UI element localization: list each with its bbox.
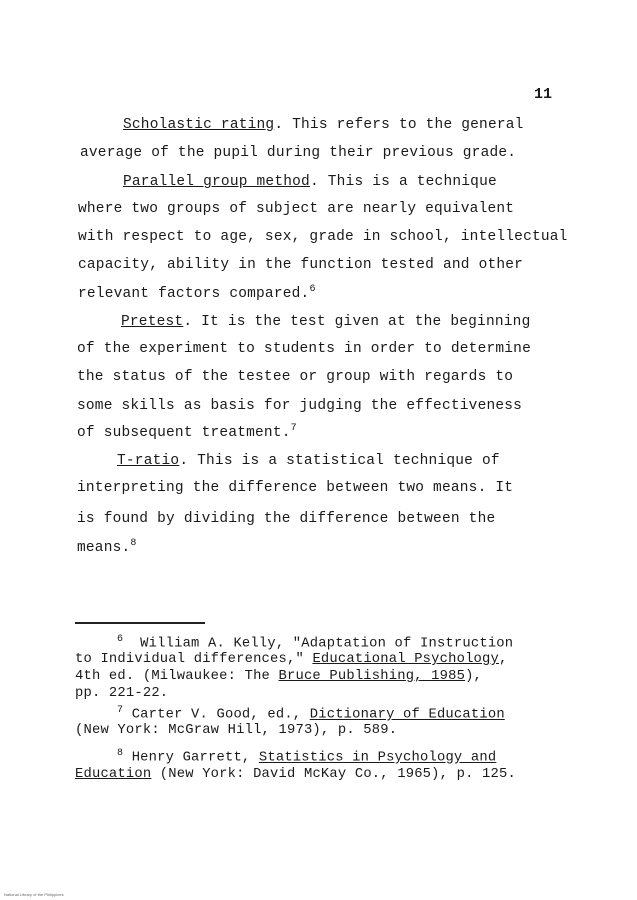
footnote-6-line-1: $^6$ William A. Kelly, "Adaptation of Instruction	[117, 634, 514, 652]
footnote-number-6: 6	[117, 634, 124, 645]
paragraph-parallel-group-line-4: capacity, ability in the function tested and other	[78, 257, 524, 273]
scan-footer: National Library of the Philippines	[4, 892, 64, 897]
footnote-ref-6: 6	[309, 284, 316, 295]
footnote-ref-7: 7	[290, 423, 297, 434]
page-number: 11	[534, 86, 553, 103]
term-scholastic-rating: Scholastic rating	[123, 117, 275, 133]
footnote-6-line-3: 4th ed. (Milwaukee: The Bruce Publishing, 1985),	[75, 669, 483, 684]
term-t-ratio: T-ratio	[117, 453, 180, 469]
paragraph-t-ratio-line-3: is found by dividing the difference between the	[77, 511, 496, 527]
footnote-6-title: Educational Psychology	[312, 652, 499, 667]
paragraph-pretest-line-2: of the experiment to students in order to determine	[77, 341, 531, 357]
footnote-7-title: Dictionary of Education	[309, 707, 505, 723]
footnote-separator	[75, 622, 205, 624]
paragraph-parallel-group-line-3: with respect to age, sex, grade in school, intellectual	[78, 229, 568, 245]
paragraph-parallel-group-line-1: Parallel group method. This is a technique	[123, 174, 497, 190]
paragraph-t-ratio-line-1: T-ratio. This is a statistical technique of	[117, 453, 500, 469]
paragraph-pretest-line-3: the status of the testee or group with regards to	[77, 369, 514, 385]
paragraph-t-ratio-line-4: means.$^8$	[77, 538, 137, 556]
paragraph-pretest-line-4: some skills as basis for judging the effectiveness	[77, 398, 523, 414]
paragraph-t-ratio-line-2: interpreting the difference between two means. It	[77, 480, 514, 496]
footnote-8-line-2: Education (New York: David McKay Co., 1965), p. 125.	[75, 767, 516, 782]
paragraph-parallel-group-line-2: where two groups of subject are nearly equivalent	[78, 201, 515, 217]
footnote-8-title: Statistics in Psychology and	[258, 750, 497, 766]
footnote-number-7: 7	[117, 705, 124, 716]
footnote-number-8: 8	[117, 748, 124, 759]
paragraph-pretest-line-1: Pretest. It is the test given at the beginning	[121, 314, 531, 330]
paragraph-scholastic-rating-line-1: Scholastic rating. This refers to the general	[123, 117, 524, 133]
footnote-8-line-1: $^8$ Henry Garrett, Statistics in Psychology and	[117, 748, 497, 766]
footnote-7-line-2: (New York: McGraw Hill, 1973), p. 589.	[75, 723, 398, 738]
footnote-6-line-4: pp. 221-22.	[75, 686, 169, 701]
term-parallel-group-method: Parallel group method	[123, 174, 310, 190]
paragraph-parallel-group-line-5: relevant factors compared.$^6$	[78, 284, 316, 302]
footnote-8-title-cont: Education	[75, 767, 152, 782]
footnote-7-line-1: $^7$ Carter V. Good, ed., Dictionary of Education	[117, 705, 505, 723]
term-pretest: Pretest	[121, 314, 184, 330]
paragraph-pretest-line-5: of subsequent treatment.$^7$	[77, 423, 297, 441]
paragraph-scholastic-rating-line-2: average of the pupil during their previous grade.	[80, 145, 517, 161]
footnote-ref-8: 8	[130, 538, 137, 549]
footnote-6-publisher: Bruce Publishing, 1985	[278, 669, 466, 684]
footnote-6-line-2: to Individual differences," Educational Psychology,	[75, 652, 508, 667]
